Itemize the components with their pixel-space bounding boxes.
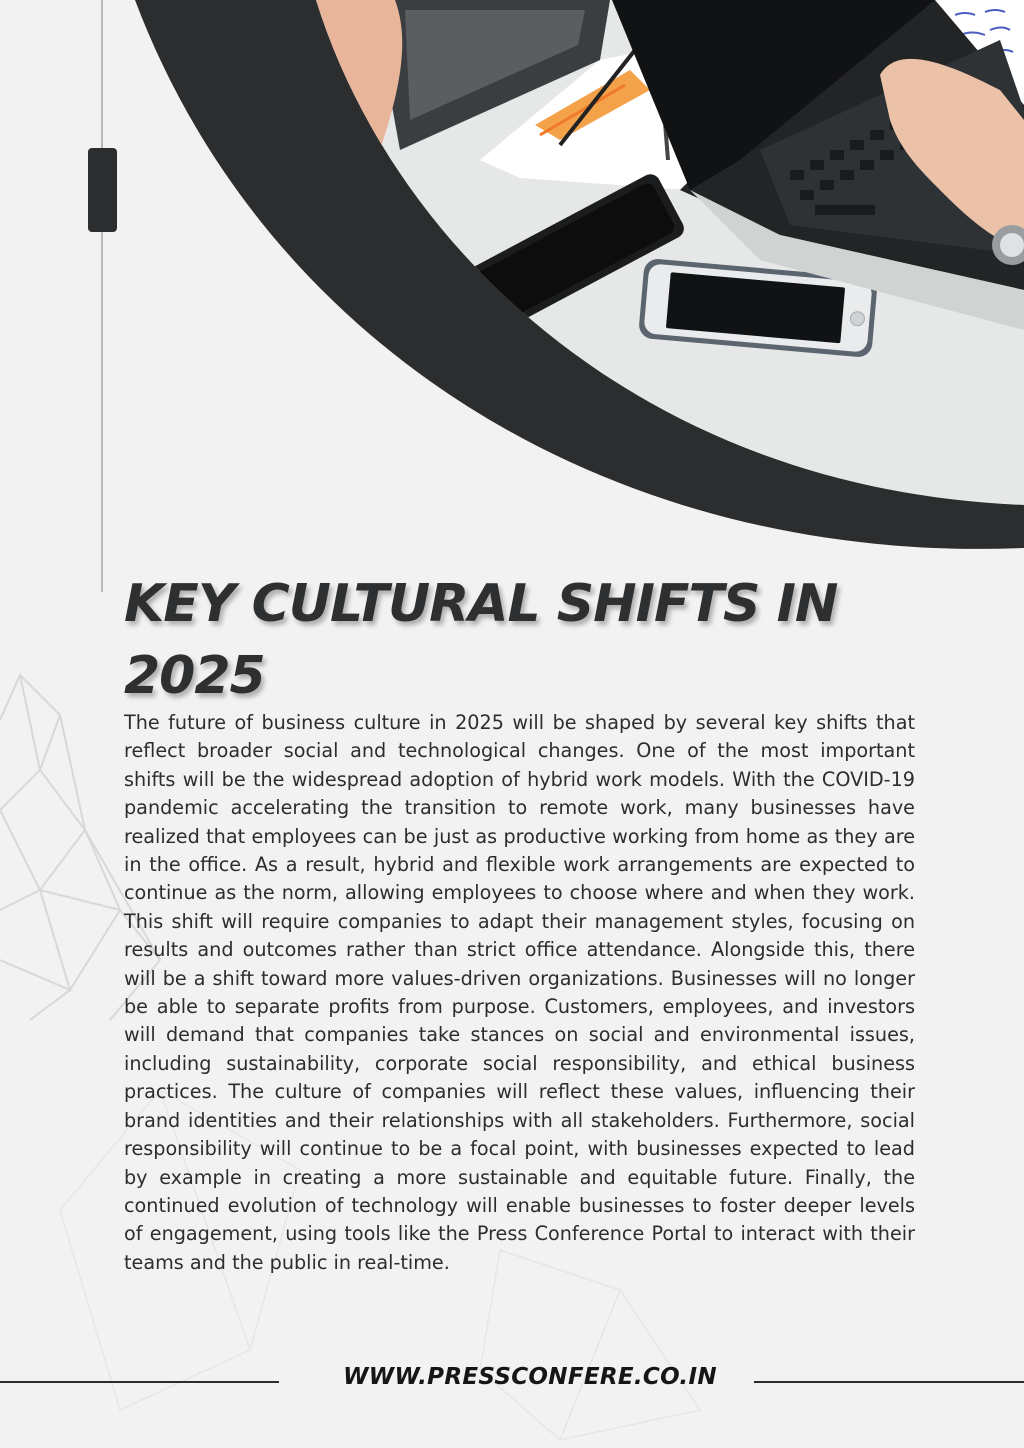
footer-rule-left xyxy=(0,1381,279,1383)
vertical-rule xyxy=(101,0,103,592)
article-body: The future of business culture in 2025 will be shaped by several key shifts that reflect broader social and technological changes. One of the most important shifts will be the widespread adoption of hybrid work models. With the COVID-19 pandemic accelerating the transition to remote work, many businesses have realized that employees can be just as productive working from home as they are in the office. As a result, hybrid and flexible work arrangements are expected to continue as the norm, allowing employees to choose where and when they work. This shift will require companies to adapt their management styles, focusing on results and outcomes rather than strict office attendance. Alongside this, there will be a shift toward more values-driven organizations. Businesses will no longer be able to separate profits from purpose. Customers, employees, and investors will demand that companies take stances on social and environmental issues, including sustainability, corporate social responsibility, and ethical business practices. The culture of companies will reflect these values, influencing their brand identities and their relationships with all stakeholders. Furthermore, social responsibility will continue to be a focal point, with businesses expected to lead by example in creating a more sustainable and equitable future. Finally, the continued evolution of technology will enable businesses to foster deeper levels of engagement, using tools like the Press Conference Portal to interact with their teams and the public in real-time. xyxy=(124,711,915,1274)
page-title: KEY CULTURAL SHIFTS IN 2025 xyxy=(124,574,838,706)
website-url[interactable]: WWW.PRESSCONFERE.CO.IN xyxy=(343,1364,717,1390)
footer-rule-right xyxy=(754,1381,1024,1383)
side-tab xyxy=(88,148,117,232)
hero-photo xyxy=(0,0,1024,570)
